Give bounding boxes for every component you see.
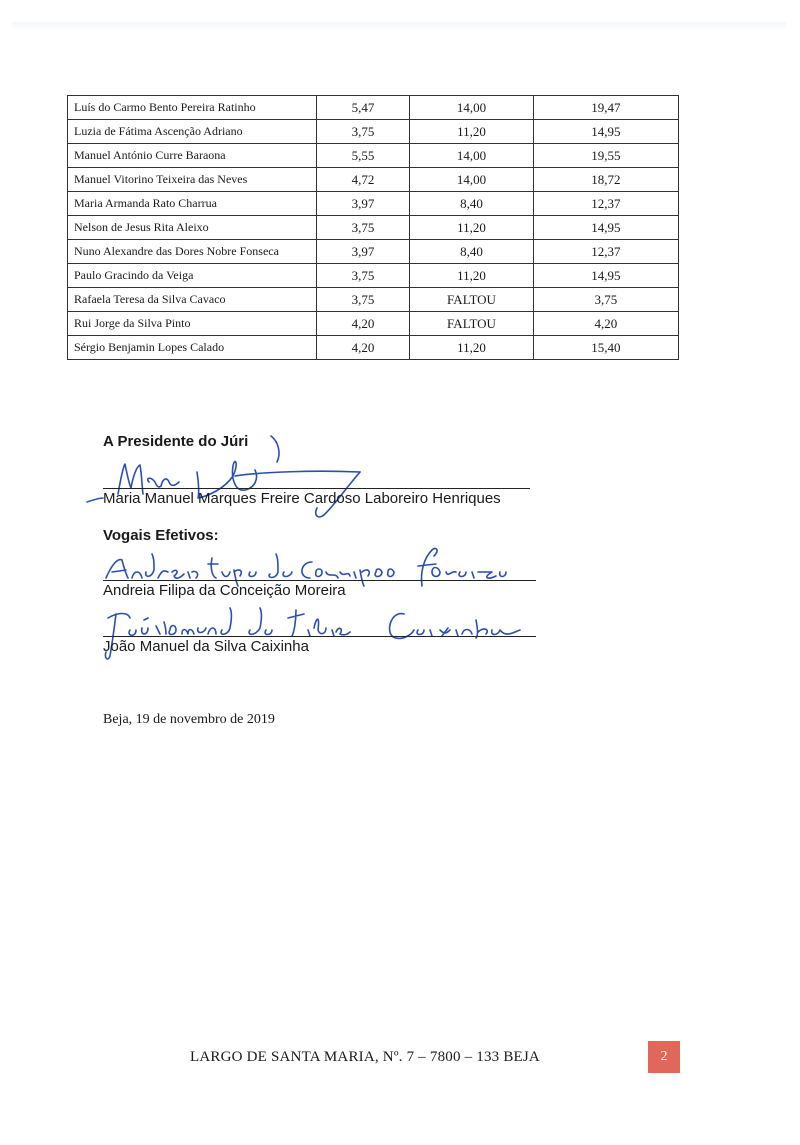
- score-1-cell: 3,75: [316, 288, 410, 312]
- document-date: Beja, 19 de novembro de 2019: [103, 712, 275, 727]
- final-score-cell: 12,37: [533, 192, 678, 216]
- president-signature: [85, 432, 375, 532]
- candidate-name-cell: Rui Jorge da Silva Pinto: [68, 312, 317, 336]
- score-1-cell: 5,55: [316, 144, 410, 168]
- candidate-name-cell: Rafaela Teresa da Silva Cavaco: [68, 288, 317, 312]
- footer-address: LARGO DE SANTA MARIA, Nº. 7 – 7800 – 133 BEJA: [190, 1049, 540, 1065]
- table-row: [68, 96, 679, 120]
- final-score-cell: 15,40: [533, 336, 678, 360]
- score-1-cell: 3,97: [316, 240, 410, 264]
- table-row: [68, 264, 679, 288]
- president-signature-line: [103, 488, 530, 489]
- candidate-name-cell: Manuel António Curre Baraona: [68, 144, 317, 168]
- score-1-cell: 3,97: [316, 192, 410, 216]
- vogal-1-signature-line: [103, 580, 536, 581]
- table-row: [68, 288, 679, 312]
- final-score-cell: 12,37: [533, 240, 678, 264]
- score-2-cell: FALTOU: [410, 288, 534, 312]
- vogal-2-signature: [100, 600, 540, 666]
- score-2-cell: 11,20: [410, 216, 534, 240]
- final-score-cell: 19,55: [533, 144, 678, 168]
- table-row: [68, 312, 679, 336]
- score-1-cell: 3,75: [316, 216, 410, 240]
- score-2-cell: 11,20: [410, 264, 534, 288]
- score-2-cell: 8,40: [410, 192, 534, 216]
- score-2-cell: 8,40: [410, 240, 534, 264]
- page-number-badge: 2: [648, 1041, 680, 1073]
- table-row: [68, 120, 679, 144]
- score-1-cell: 4,20: [316, 312, 410, 336]
- table-row: [68, 240, 679, 264]
- table-row: [68, 336, 679, 360]
- candidate-name-cell: Luzia de Fátima Ascenção Adriano: [68, 120, 317, 144]
- final-score-cell: 14,95: [533, 120, 678, 144]
- candidate-name-cell: Paulo Gracindo da Veiga: [68, 264, 317, 288]
- president-title: A Presidente do Júri: [103, 433, 249, 450]
- score-1-cell: 5,47: [316, 96, 410, 120]
- results-table-body: [68, 96, 679, 360]
- score-1-cell: 4,72: [316, 168, 410, 192]
- candidate-name-cell: Maria Armanda Rato Charrua: [68, 192, 317, 216]
- score-2-cell: 14,00: [410, 144, 534, 168]
- score-1-cell: 3,75: [316, 264, 410, 288]
- candidate-name-cell: Sérgio Benjamin Lopes Calado: [68, 336, 317, 360]
- page-top-edge: [12, 22, 786, 30]
- score-2-cell: FALTOU: [410, 312, 534, 336]
- vogal-2-signature-line: [103, 636, 536, 637]
- candidate-name-cell: Luís do Carmo Bento Pereira Ratinho: [68, 96, 317, 120]
- score-2-cell: 14,00: [410, 168, 534, 192]
- president-name: Maria Manuel Marques Freire Cardoso Laboreiro Henriques: [103, 490, 501, 507]
- candidate-name-cell: Manuel Vitorino Teixeira das Neves: [68, 168, 317, 192]
- results-table: [67, 95, 679, 360]
- final-score-cell: 18,72: [533, 168, 678, 192]
- table-row: [68, 192, 679, 216]
- final-score-cell: 14,95: [533, 264, 678, 288]
- score-2-cell: 11,20: [410, 120, 534, 144]
- candidate-name-cell: Nuno Alexandre das Dores Nobre Fonseca: [68, 240, 317, 264]
- score-1-cell: 4,20: [316, 336, 410, 360]
- final-score-cell: 19,47: [533, 96, 678, 120]
- vogais-title: Vogais Efetivos:: [103, 527, 219, 544]
- table-row: [68, 144, 679, 168]
- candidate-name-cell: Nelson de Jesus Rita Aleixo: [68, 216, 317, 240]
- score-1-cell: 3,75: [316, 120, 410, 144]
- final-score-cell: 14,95: [533, 216, 678, 240]
- final-score-cell: 4,20: [533, 312, 678, 336]
- table-row: [68, 168, 679, 192]
- vogal-1-name: Andreia Filipa da Conceição Moreira: [103, 582, 346, 599]
- final-score-cell: 3,75: [533, 288, 678, 312]
- score-2-cell: 11,20: [410, 336, 534, 360]
- score-2-cell: 14,00: [410, 96, 534, 120]
- table-row: [68, 216, 679, 240]
- vogal-2-name: João Manuel da Silva Caixinha: [103, 638, 309, 655]
